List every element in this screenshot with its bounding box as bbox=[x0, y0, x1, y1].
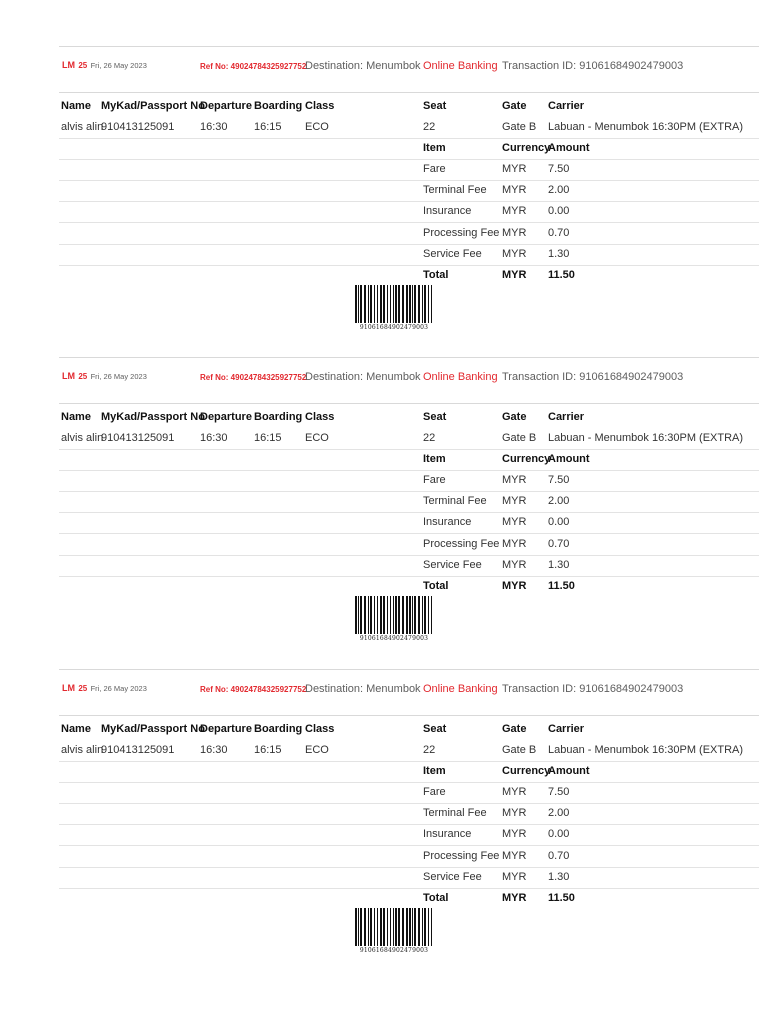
passenger-header-row: Name MyKad/Passport No Departure Boarding Class Seat Gate Carrier bbox=[61, 411, 585, 423]
ticket-copy-1 bbox=[59, 46, 759, 358]
carrier: Labuan - Menumbok 16:30PM (EXTRA) bbox=[548, 432, 744, 444]
travel-class: ECO bbox=[305, 121, 329, 133]
fee-row bbox=[59, 223, 759, 245]
fee-item: Fare bbox=[423, 163, 446, 175]
header-divider bbox=[59, 92, 759, 93]
fee-row bbox=[59, 470, 759, 492]
barcode-bar bbox=[390, 285, 391, 323]
barcode-bar bbox=[393, 908, 394, 946]
barcode-bar bbox=[387, 908, 388, 946]
fee-item: Processing Fee bbox=[423, 849, 500, 862]
barcode-number: 91061684902479003 bbox=[359, 635, 429, 642]
route-code: LM 25 Fri, 26 May 2023 bbox=[62, 60, 147, 70]
fee-item: Terminal Fee bbox=[423, 184, 487, 197]
fee-item: Insurance bbox=[423, 205, 472, 218]
fee-currency: MYR bbox=[502, 537, 527, 550]
barcode bbox=[354, 285, 434, 331]
fee-currency: MYR bbox=[502, 495, 527, 508]
fee-currency: MYR bbox=[502, 247, 527, 260]
total-row: Total MYR 11.50 bbox=[423, 580, 575, 592]
barcode-bar bbox=[393, 596, 394, 634]
barcode-bar bbox=[377, 285, 378, 323]
barcode-bar bbox=[414, 908, 416, 946]
barcode-bar bbox=[390, 908, 391, 946]
seat-number: 22 bbox=[423, 121, 436, 133]
header-divider bbox=[59, 403, 759, 404]
fee-item: Service Fee bbox=[423, 558, 482, 571]
barcode-number: 91061684902479003 bbox=[359, 947, 429, 954]
ref-number: Ref No: 49024784325927752 bbox=[200, 62, 307, 71]
route-code: LM 25 Fri, 26 May 2023 bbox=[62, 371, 147, 381]
travel-class: ECO bbox=[305, 432, 329, 444]
barcode-bar bbox=[383, 908, 385, 946]
ticket-date: Fri, 26 May 2023 bbox=[90, 372, 147, 381]
fee-row bbox=[59, 803, 759, 825]
barcode-bar bbox=[370, 596, 372, 634]
barcode-bar bbox=[364, 285, 366, 323]
barcode-bar bbox=[406, 285, 408, 323]
barcode-bar bbox=[424, 908, 426, 946]
barcode-bar bbox=[368, 596, 369, 634]
barcode-bar bbox=[377, 596, 378, 634]
fee-item: Service Fee bbox=[423, 247, 482, 260]
fee-row bbox=[59, 824, 759, 846]
fee-amount: 0.70 bbox=[548, 537, 570, 550]
seat-number: 22 bbox=[423, 744, 436, 756]
fee-row bbox=[59, 180, 759, 202]
fee-amount: 2.00 bbox=[548, 495, 570, 508]
barcode-bar bbox=[422, 596, 423, 634]
transaction-id: Transaction ID: 91061684902479003 bbox=[502, 371, 684, 383]
barcode-bar bbox=[358, 596, 359, 634]
total-row: Total MYR 11.50 bbox=[423, 269, 575, 281]
fee-currency: MYR bbox=[502, 205, 527, 218]
boarding-time: 16:15 bbox=[254, 744, 282, 756]
barcode-bar bbox=[431, 285, 432, 323]
barcode-bar bbox=[395, 596, 397, 634]
barcode-bar bbox=[370, 908, 372, 946]
destination: Destination: Menumbok bbox=[305, 683, 421, 695]
gate: Gate B bbox=[502, 432, 537, 444]
departure-time: 16:30 bbox=[200, 744, 228, 756]
fee-amount: 0.00 bbox=[548, 828, 570, 841]
barcode bbox=[354, 908, 434, 954]
barcode-bar bbox=[355, 285, 357, 323]
barcode-bar bbox=[398, 908, 400, 946]
fee-amount: 7.50 bbox=[548, 163, 570, 175]
route-code: LM 25 Fri, 26 May 2023 bbox=[62, 683, 147, 693]
passenger-name: alvis alin bbox=[61, 432, 104, 444]
gate: Gate B bbox=[502, 121, 537, 133]
passenger-name: alvis alin bbox=[61, 744, 104, 756]
ref-number: Ref No: 49024784325927752 bbox=[200, 373, 307, 382]
fee-amount: 0.00 bbox=[548, 205, 570, 218]
ticket-copy-2 bbox=[59, 357, 759, 669]
ref-number: Ref No: 49024784325927752 bbox=[200, 685, 307, 694]
barcode-bar bbox=[412, 285, 413, 323]
barcode-bar bbox=[374, 285, 375, 323]
barcode-bar bbox=[428, 596, 429, 634]
carrier: Labuan - Menumbok 16:30PM (EXTRA) bbox=[548, 121, 744, 133]
barcode-bar bbox=[422, 285, 423, 323]
passenger-name: alvis alin bbox=[61, 121, 104, 133]
barcode-bar bbox=[418, 908, 420, 946]
fee-item: Fare bbox=[423, 786, 446, 798]
fee-row bbox=[59, 846, 759, 868]
gate: Gate B bbox=[502, 744, 537, 756]
destination: Destination: Menumbok bbox=[305, 60, 421, 72]
barcode-bar bbox=[431, 596, 432, 634]
barcode-bar bbox=[383, 596, 385, 634]
barcode-bar bbox=[364, 596, 366, 634]
ticket-top-divider bbox=[59, 669, 759, 670]
fee-currency: MYR bbox=[502, 163, 527, 175]
barcode-bar bbox=[422, 908, 423, 946]
ticket-date: Fri, 26 May 2023 bbox=[90, 684, 147, 693]
barcode-bar bbox=[406, 596, 408, 634]
fee-currency: MYR bbox=[502, 849, 527, 862]
barcode-bar bbox=[418, 285, 420, 323]
fee-currency: MYR bbox=[502, 870, 527, 883]
fee-amount: 2.00 bbox=[548, 807, 570, 820]
barcode-bar bbox=[398, 596, 400, 634]
barcode-bar bbox=[374, 908, 375, 946]
transaction-id: Transaction ID: 91061684902479003 bbox=[502, 60, 684, 72]
fee-header-row: Item Currency Amount bbox=[59, 138, 759, 160]
fee-amount: 0.00 bbox=[548, 516, 570, 529]
fee-item: Insurance bbox=[423, 828, 472, 841]
fee-amount: 0.70 bbox=[548, 226, 570, 239]
barcode-bar bbox=[387, 285, 388, 323]
fee-row bbox=[59, 867, 759, 889]
barcode-bar bbox=[424, 596, 426, 634]
barcode-bar bbox=[393, 285, 394, 323]
barcode-bar bbox=[380, 596, 382, 634]
barcode-bar bbox=[387, 596, 388, 634]
barcode-bar bbox=[360, 596, 362, 634]
barcode-bar bbox=[395, 908, 397, 946]
barcode-bar bbox=[377, 908, 378, 946]
barcode-bar bbox=[402, 285, 404, 323]
fee-amount: 1.30 bbox=[548, 247, 570, 260]
fee-currency: MYR bbox=[502, 516, 527, 529]
barcode-bar bbox=[370, 285, 372, 323]
barcode-bar bbox=[358, 285, 359, 323]
barcode-bar bbox=[402, 908, 404, 946]
barcode-number: 91061684902479003 bbox=[359, 324, 429, 331]
barcode-bar bbox=[414, 596, 416, 634]
barcode-bar bbox=[360, 285, 362, 323]
departure-time: 16:30 bbox=[200, 432, 228, 444]
departure-time: 16:30 bbox=[200, 121, 228, 133]
barcode-bar bbox=[355, 596, 357, 634]
seat-number: 22 bbox=[423, 432, 436, 444]
fee-row bbox=[59, 159, 759, 181]
barcode-bars bbox=[354, 908, 434, 946]
fee-row bbox=[59, 244, 759, 266]
fee-currency: MYR bbox=[502, 558, 527, 571]
fee-item: Terminal Fee bbox=[423, 807, 487, 820]
fee-amount: 2.00 bbox=[548, 184, 570, 197]
fee-row bbox=[59, 491, 759, 513]
barcode-bar bbox=[428, 285, 429, 323]
fee-row bbox=[59, 201, 759, 223]
barcode-bar bbox=[374, 596, 375, 634]
ticket-top-divider bbox=[59, 357, 759, 358]
payment-method: Online Banking bbox=[423, 60, 498, 72]
fee-currency: MYR bbox=[502, 828, 527, 841]
fee-item: Processing Fee bbox=[423, 226, 500, 239]
barcode-bar bbox=[355, 908, 357, 946]
passenger-mykad: 910413125091 bbox=[101, 744, 175, 756]
barcode-bar bbox=[395, 285, 397, 323]
barcode-bar bbox=[380, 908, 382, 946]
passenger-header-row: Name MyKad/Passport No Departure Boarding Class Seat Gate Carrier bbox=[61, 723, 585, 735]
payment-method: Online Banking bbox=[423, 371, 498, 383]
barcode-bar bbox=[402, 596, 404, 634]
boarding-time: 16:15 bbox=[254, 121, 282, 133]
ticket-date: Fri, 26 May 2023 bbox=[90, 61, 147, 70]
passenger-mykad: 910413125091 bbox=[101, 121, 175, 133]
barcode-bars bbox=[354, 285, 434, 323]
barcode-bar bbox=[418, 596, 420, 634]
fee-row bbox=[59, 534, 759, 556]
barcode-bar bbox=[358, 908, 359, 946]
barcode-bar bbox=[368, 285, 369, 323]
fee-currency: MYR bbox=[502, 807, 527, 820]
barcode-bar bbox=[409, 596, 411, 634]
total-row: Total MYR 11.50 bbox=[423, 892, 575, 904]
destination: Destination: Menumbok bbox=[305, 371, 421, 383]
header-divider bbox=[59, 715, 759, 716]
passenger-row bbox=[59, 117, 759, 139]
barcode-bar bbox=[424, 285, 426, 323]
barcode-bar bbox=[390, 596, 391, 634]
barcode-bar bbox=[406, 908, 408, 946]
carrier: Labuan - Menumbok 16:30PM (EXTRA) bbox=[548, 744, 744, 756]
payment-method: Online Banking bbox=[423, 683, 498, 695]
fee-currency: MYR bbox=[502, 184, 527, 197]
fee-header-row: Item Currency Amount bbox=[59, 449, 759, 471]
fee-row bbox=[59, 782, 759, 804]
barcode bbox=[354, 596, 434, 642]
boarding-time: 16:15 bbox=[254, 432, 282, 444]
ticket-top-divider bbox=[59, 46, 759, 47]
fee-amount: 1.30 bbox=[548, 870, 570, 883]
fee-currency: MYR bbox=[502, 786, 527, 798]
passenger-header-row: Name MyKad/Passport No Departure Boarding Class Seat Gate Carrier bbox=[61, 100, 585, 112]
ticket-copy-3 bbox=[59, 669, 759, 981]
fee-row bbox=[59, 555, 759, 577]
fee-amount: 0.70 bbox=[548, 849, 570, 862]
transaction-id: Transaction ID: 91061684902479003 bbox=[502, 683, 684, 695]
barcode-bar bbox=[409, 285, 411, 323]
fee-row bbox=[59, 512, 759, 534]
fee-amount: 7.50 bbox=[548, 474, 570, 486]
fee-item: Terminal Fee bbox=[423, 495, 487, 508]
passenger-row bbox=[59, 428, 759, 450]
barcode-bar bbox=[414, 285, 416, 323]
barcode-bar bbox=[364, 908, 366, 946]
barcode-bar bbox=[360, 908, 362, 946]
barcode-bar bbox=[412, 908, 413, 946]
barcode-bar bbox=[431, 908, 432, 946]
passenger-mykad: 910413125091 bbox=[101, 432, 175, 444]
barcode-bar bbox=[398, 285, 400, 323]
travel-class: ECO bbox=[305, 744, 329, 756]
fee-currency: MYR bbox=[502, 474, 527, 486]
passenger-row bbox=[59, 740, 759, 762]
barcode-bar bbox=[409, 908, 411, 946]
fee-item: Processing Fee bbox=[423, 537, 500, 550]
fee-header-row: Item Currency Amount bbox=[59, 761, 759, 783]
fee-amount: 7.50 bbox=[548, 786, 570, 798]
fee-item: Insurance bbox=[423, 516, 472, 529]
fee-item: Service Fee bbox=[423, 870, 482, 883]
fee-amount: 1.30 bbox=[548, 558, 570, 571]
barcode-bar bbox=[412, 596, 413, 634]
fee-currency: MYR bbox=[502, 226, 527, 239]
fee-item: Fare bbox=[423, 474, 446, 486]
barcode-bar bbox=[380, 285, 382, 323]
barcode-bar bbox=[428, 908, 429, 946]
barcode-bar bbox=[368, 908, 369, 946]
barcode-bars bbox=[354, 596, 434, 634]
barcode-bar bbox=[383, 285, 385, 323]
